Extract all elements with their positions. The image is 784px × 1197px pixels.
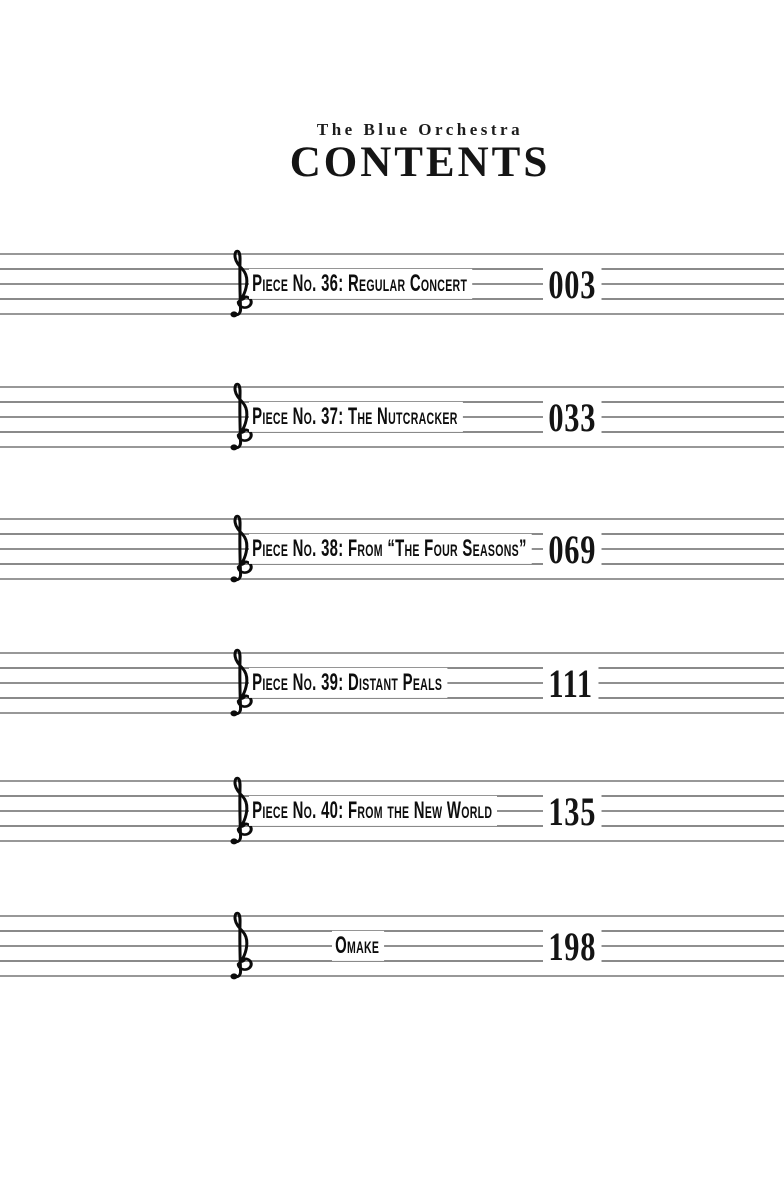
toc-entry-title: Piece No. 38: From “The Four Seasons” xyxy=(249,534,532,564)
page-header xyxy=(28,120,784,184)
staff-line xyxy=(0,518,784,520)
treble-clef-icon xyxy=(224,908,254,984)
toc-entry-title: Omake xyxy=(332,931,384,961)
toc-entry-title: Piece No. 39: Distant Peals xyxy=(249,668,447,698)
staff-line xyxy=(0,975,784,977)
staff-line xyxy=(0,840,784,842)
toc-entry xyxy=(0,652,784,716)
toc-entry xyxy=(0,915,784,979)
toc-entry-page-number: 198 xyxy=(543,926,602,968)
staff-line xyxy=(0,780,784,782)
toc-entry-title: Piece No. 37: The Nutcracker xyxy=(249,402,463,432)
staff-line xyxy=(0,446,784,448)
staff-line xyxy=(0,652,784,654)
toc-entry xyxy=(0,780,784,844)
toc-entry-page-number: 003 xyxy=(543,264,602,306)
staff-line xyxy=(0,253,784,255)
staff-line xyxy=(0,386,784,388)
series-title: The Blue Orchestra xyxy=(316,120,524,139)
staff-line xyxy=(0,945,784,947)
toc-entry-page-number: 111 xyxy=(543,663,598,705)
staff-line xyxy=(0,712,784,714)
toc-entry-title: Piece No. 40: From the New World xyxy=(249,796,497,826)
toc-entry xyxy=(0,518,784,582)
toc-entry xyxy=(0,386,784,450)
staff-line xyxy=(0,915,784,917)
toc-entry-page-number: 135 xyxy=(543,791,602,833)
staff-line xyxy=(0,960,784,962)
toc-entry xyxy=(0,253,784,317)
page-title: CONTENTS xyxy=(289,139,551,186)
toc-entry-page-number: 033 xyxy=(543,397,602,439)
staff-line xyxy=(0,313,784,315)
toc-entry-title: Piece No. 36: Regular Concert xyxy=(249,269,472,299)
toc-entry-page-number: 069 xyxy=(543,529,602,571)
staff-line xyxy=(0,578,784,580)
staff-line xyxy=(0,930,784,932)
